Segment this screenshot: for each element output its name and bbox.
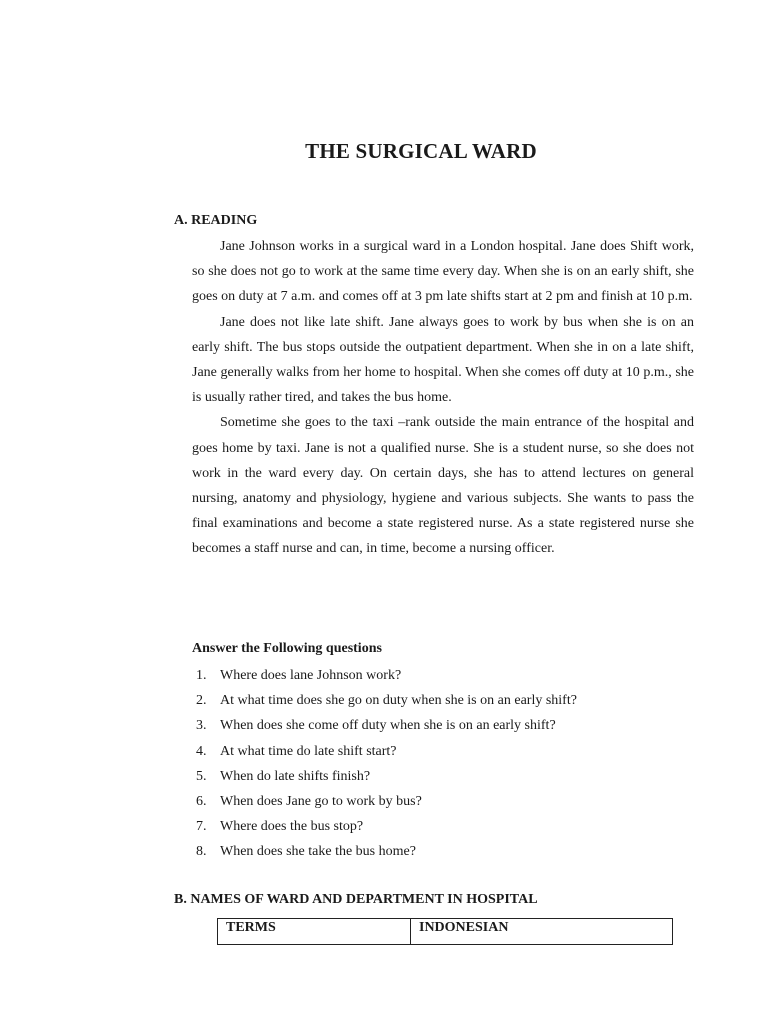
questions-heading: Answer the Following questions	[192, 641, 382, 656]
question-item	[192, 764, 692, 789]
question-text: When does Jane go to work by bus?	[220, 793, 422, 809]
terms-column-header: TERMS	[218, 919, 411, 945]
question-item	[192, 739, 692, 764]
question-item	[192, 814, 692, 839]
questions-list	[192, 663, 692, 865]
section-a-heading: A. READING	[174, 213, 258, 228]
question-text: Where does the bus stop?	[220, 819, 364, 835]
question-number: 8.	[196, 844, 207, 860]
terms-table	[217, 918, 673, 945]
question-text: Where does lane Johnson work?	[220, 668, 402, 683]
question-number: 2.	[196, 693, 207, 709]
question-number: 5.	[196, 768, 207, 784]
reading-passage	[192, 234, 694, 562]
question-number: 3.	[196, 718, 207, 734]
question-item	[192, 839, 692, 864]
reading-paragraph-1: Jane Johnson works in a surgical ward in a London hospital. Jane does Shift work, so she does not go to work at the same time every day. When she is on an early shift, she goes on duty at 7 a.m. and comes off at 3 pm late shifts start at 2 pm and finish at 10 p.m.	[192, 239, 694, 305]
reading-paragraph-2: Jane does not like late shift. Jane always goes to work by bus when she is on an early shift. The bus stops outside the outpatient department. When she in on a late shift, Jane generally walks from her home to hospital. When she comes off duty at 10 p.m., she is usually rather tired, and takes the bus home.	[192, 314, 694, 406]
question-text: At what time does she go on duty when she is on an early shift?	[220, 693, 577, 709]
question-item	[192, 663, 692, 688]
indonesian-column-header: INDONESIAN	[411, 919, 673, 945]
section-b-heading: B. NAMES OF WARD AND DEPARTMENT IN HOSPITAL	[174, 892, 538, 907]
question-item	[192, 789, 692, 814]
question-text: When does she come off duty when she is on an early shift?	[220, 718, 556, 734]
question-number: 1.	[196, 668, 207, 683]
question-number: 4.	[196, 743, 207, 759]
reading-paragraph-3: Sometime she goes to the taxi –rank outside the main entrance of the hospital and goes home by taxi. Jane is not a qualified nurse. She is a student nurse, so she does not work in the ward every day. On certain days, she has to attend lectures on general nursing, anatomy and physiology, hygiene and various subjects. She wants to pass the final examinations and become a state registered nurse. As a state registered nurse she becomes a staff nurse and can, in time, become a nursing officer.	[192, 415, 694, 557]
question-item	[192, 688, 692, 713]
question-item	[192, 713, 692, 738]
question-number: 7.	[196, 819, 207, 835]
question-text: When do late shifts finish?	[220, 768, 371, 784]
question-number: 6.	[196, 793, 207, 809]
question-text: When does she take the bus home?	[220, 844, 416, 860]
page-title: THE SURGICAL WARD	[305, 139, 537, 163]
question-text: At what time do late shift start?	[220, 743, 397, 759]
terms-table-header-row	[218, 919, 673, 945]
